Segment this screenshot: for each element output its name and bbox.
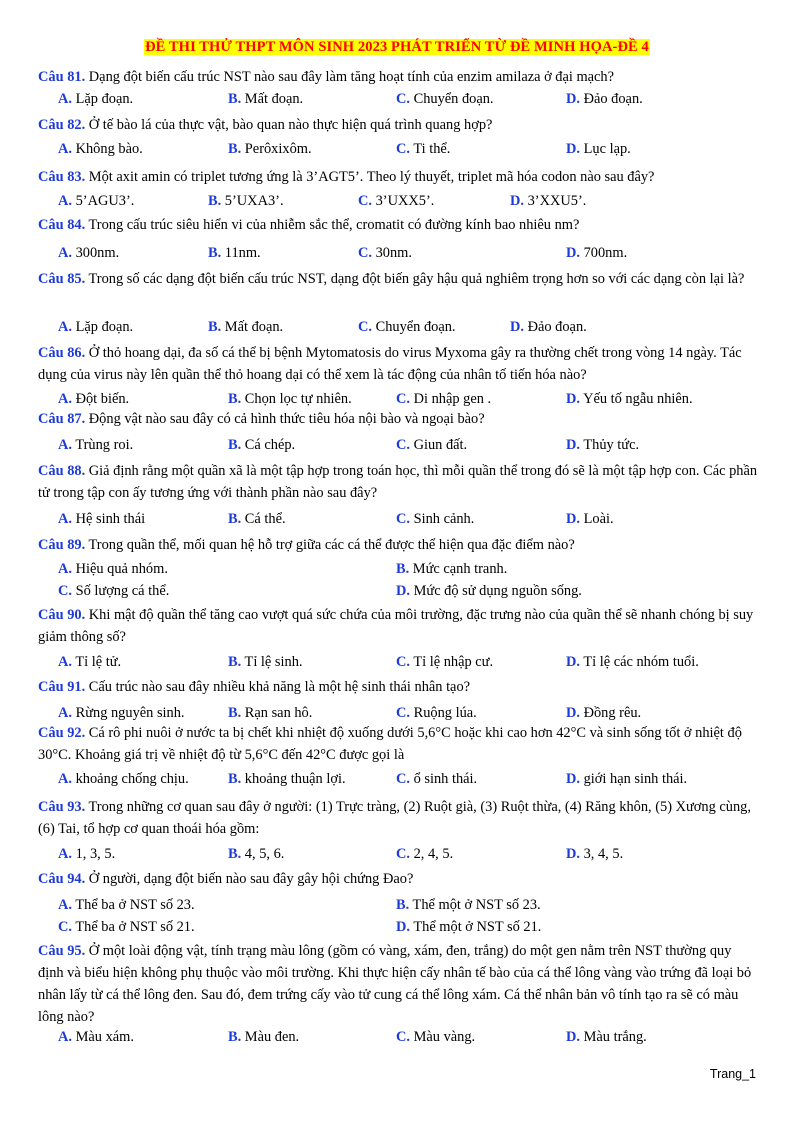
option-text: Thể ba ở NST số 21. xyxy=(72,919,195,935)
options-row xyxy=(0,843,794,865)
question-91 xyxy=(38,676,758,698)
question-text: Ở một loài động vật, tính trạng màu lông (gồm có vàng, xám, đen, trắng) do một gen nằm trên NST thường quy định và biểu hiện không phụ thuộc vào môi trường. Khi thực hiện cấy nhân tế bào của cá thể lông vàng vào trứng đã loại bỏ nhân lấy từ cá thể lông đen. Sau đó, đem trứng cấy vào tử cung cá thể lông xám. Cá thể nhân bản vô tính tạo ra sẽ có màu lông nào? xyxy=(38,943,752,1025)
page-number: Trang_1 xyxy=(709,1067,756,1081)
option-letter: D. xyxy=(396,919,410,935)
answer-option xyxy=(58,768,189,790)
answer-option xyxy=(228,702,312,724)
answer-option xyxy=(396,768,477,790)
option-letter: B. xyxy=(208,193,222,209)
answer-option xyxy=(510,190,586,212)
answer-option xyxy=(58,558,168,580)
answer-option xyxy=(396,580,582,602)
question-93 xyxy=(38,796,758,840)
question-number: Câu 90. xyxy=(38,607,86,623)
option-letter: A. xyxy=(58,1029,72,1045)
option-letter: C. xyxy=(396,654,410,670)
option-text: Lặp đoạn. xyxy=(72,319,134,335)
option-letter: C. xyxy=(396,141,410,157)
question-95 xyxy=(38,940,758,1028)
option-letter: D. xyxy=(566,771,580,787)
answer-option xyxy=(396,508,474,530)
option-text: Giun đất. xyxy=(410,437,468,453)
option-text: Mức độ sử dụng nguồn sống. xyxy=(410,583,582,599)
options-row xyxy=(0,1026,794,1048)
answer-option xyxy=(58,434,133,456)
question-86 xyxy=(38,342,758,386)
option-letter: C. xyxy=(396,511,410,527)
option-text: Đồng rêu. xyxy=(580,705,642,721)
answer-option xyxy=(228,388,352,410)
option-letter: D. xyxy=(566,846,580,862)
option-letter: D. xyxy=(566,511,580,527)
option-letter: C. xyxy=(396,771,410,787)
answer-option xyxy=(58,138,143,160)
option-letter: B. xyxy=(228,91,242,107)
option-text: 1, 3, 5. xyxy=(72,846,116,862)
option-text: Lục lạp. xyxy=(580,141,631,157)
option-letter: A. xyxy=(58,561,72,577)
option-letter: D. xyxy=(566,391,580,407)
option-text: Mất đoạn. xyxy=(221,319,284,335)
answer-option xyxy=(58,702,185,724)
answer-option xyxy=(58,651,121,673)
option-letter: D. xyxy=(510,319,524,335)
option-text: Tỉ lệ các nhóm tuổi. xyxy=(580,654,699,670)
answer-option xyxy=(396,434,467,456)
answer-option xyxy=(396,702,477,724)
question-text: Trong số các dạng đột biến cấu trúc NST, dạng đột biến gây hậu quả nghiêm trọng hơn so với các dạng còn lại là? xyxy=(85,271,745,287)
option-letter: D. xyxy=(566,705,580,721)
option-text: 11nm. xyxy=(221,245,261,261)
option-text: giới hạn sinh thái. xyxy=(580,771,688,787)
answer-option xyxy=(208,190,284,212)
question-number: Câu 85. xyxy=(38,271,86,287)
option-text: 700nm. xyxy=(580,245,628,261)
answer-option xyxy=(396,894,541,916)
answer-option xyxy=(566,88,643,110)
option-letter: A. xyxy=(58,319,72,335)
answer-option xyxy=(58,388,129,410)
option-text: Hiệu quả nhóm. xyxy=(72,561,168,577)
question-number: Câu 92. xyxy=(38,725,86,741)
answer-option xyxy=(566,138,631,160)
answer-option xyxy=(228,843,284,865)
option-letter: D. xyxy=(566,437,580,453)
answer-option xyxy=(396,138,450,160)
option-text: ổ sinh thái. xyxy=(410,771,478,787)
answer-option xyxy=(228,138,312,160)
question-text: Giả định rằng một quần xã là một tập hợp trong toán học, thì mỗi quần thể trong đó sẽ là một tập hợp con. Các phần tử trong tập con ấy tương ứng với thành phần nào sau đây? xyxy=(38,463,758,501)
option-letter: C. xyxy=(358,319,372,335)
question-number: Câu 91. xyxy=(38,679,86,695)
option-text: Lặp đoạn. xyxy=(72,91,134,107)
question-number: Câu 84. xyxy=(38,217,86,233)
question-88 xyxy=(38,460,758,504)
answer-option xyxy=(58,916,195,938)
option-letter: B. xyxy=(228,771,242,787)
option-text: Trùng roi. xyxy=(72,437,134,453)
option-text: Cá thể. xyxy=(241,511,286,527)
question-text: Ở người, dạng đột biến nào sau đây gây hội chứng Đao? xyxy=(85,871,414,887)
question-94 xyxy=(38,868,758,890)
question-text: Trong cấu trúc siêu hiển vi của nhiễm sắc thể, cromatit có đường kính bao nhiêu nm? xyxy=(85,217,580,233)
answer-option xyxy=(396,916,541,938)
option-text: Chọn lọc tự nhiên. xyxy=(241,391,352,407)
option-text: 5’UXA3’. xyxy=(221,193,284,209)
option-text: Màu trắng. xyxy=(580,1029,647,1045)
option-text: Cá chép. xyxy=(241,437,296,453)
option-letter: B. xyxy=(228,705,242,721)
answer-option xyxy=(396,88,494,110)
option-letter: C. xyxy=(58,919,72,935)
question-84 xyxy=(38,214,758,236)
option-text: 3’XXU5’. xyxy=(524,193,587,209)
question-text: Khi mật độ quần thể tăng cao vượt quá sức chứa của môi trường, đặc trưng nào của quần thể sẽ nhanh chóng bị suy giảm thông số? xyxy=(38,607,754,645)
option-text: Màu xám. xyxy=(72,1029,134,1045)
option-letter: A. xyxy=(58,846,72,862)
option-text: Loài. xyxy=(580,511,614,527)
exam-title xyxy=(0,38,794,56)
option-text: Không bào. xyxy=(72,141,143,157)
option-letter: C. xyxy=(358,245,372,261)
answer-option xyxy=(58,894,195,916)
answer-option xyxy=(396,651,493,673)
option-text: Màu đen. xyxy=(241,1029,300,1045)
option-letter: A. xyxy=(58,654,72,670)
option-text: Tỉ lệ sinh. xyxy=(241,654,303,670)
option-letter: B. xyxy=(228,511,242,527)
answer-option xyxy=(566,651,699,673)
question-number: Câu 93. xyxy=(38,799,86,815)
question-number: Câu 86. xyxy=(38,345,86,361)
question-text: Trong những cơ quan sau đây ở người: (1) Trực tràng, (2) Ruột già, (3) Ruột thừa, (4) Răng khôn, (5) Xương cùng, (6) Tai, tổ hợp cơ quan thoái hóa gồm: xyxy=(38,799,751,837)
option-text: Thể ba ở NST số 23. xyxy=(72,897,195,913)
option-letter: B. xyxy=(208,319,222,335)
option-text: Sinh cảnh. xyxy=(410,511,475,527)
answer-option xyxy=(208,242,261,264)
answer-option xyxy=(58,843,115,865)
answer-option xyxy=(566,1026,647,1048)
answer-option xyxy=(228,434,295,456)
option-text: 30nm. xyxy=(372,245,412,261)
options-row xyxy=(0,768,794,790)
question-text: Một axit amin có triplet tương ứng là 3’AGT5’. Theo lý thuyết, triplet mã hóa codon nào sau đây? xyxy=(85,169,655,185)
option-letter: C. xyxy=(396,705,410,721)
option-letter: B. xyxy=(228,141,242,157)
option-text: Đảo đoạn. xyxy=(580,91,643,107)
options-row xyxy=(0,508,794,530)
option-letter: A. xyxy=(58,141,72,157)
answer-option xyxy=(358,190,434,212)
question-83 xyxy=(38,166,758,188)
option-text: khoảng chống chịu. xyxy=(72,771,189,787)
option-text: Rừng nguyên sinh. xyxy=(72,705,185,721)
answer-option xyxy=(228,768,346,790)
answer-option xyxy=(396,1026,475,1048)
answer-option xyxy=(228,88,303,110)
answer-option xyxy=(566,508,614,530)
options-row xyxy=(0,580,794,602)
option-letter: D. xyxy=(566,1029,580,1045)
question-text: Động vật nào sau đây có cả hình thức tiêu hóa nội bào và ngoại bào? xyxy=(85,411,485,427)
question-text: Ở thỏ hoang dại, đa số cá thể bị bệnh Mytomatosis do virus Myxoma gây ra thường chết trong vòng 14 ngày. Tác dụng của virus này lên quần thể thỏ hoang dại có thể xem là tác động của nhân tố tiến hóa nào? xyxy=(38,345,742,383)
question-number: Câu 83. xyxy=(38,169,86,185)
option-text: 3’UXX5’. xyxy=(372,193,435,209)
options-row xyxy=(0,916,794,938)
option-text: Thể một ở NST số 23. xyxy=(409,897,541,913)
question-number: Câu 82. xyxy=(38,117,86,133)
option-letter: A. xyxy=(58,437,72,453)
answer-option xyxy=(396,843,453,865)
question-82 xyxy=(38,114,758,136)
answer-option xyxy=(358,242,412,264)
option-text: Số lượng cá thể. xyxy=(72,583,170,599)
question-text: Trong quần thể, mối quan hệ hỗ trợ giữa các cá thể được thể hiện qua đặc điểm nào? xyxy=(85,537,575,553)
answer-option xyxy=(58,1026,134,1048)
option-letter: C. xyxy=(396,437,410,453)
exam-title-text: ĐỀ THI THỬ THPT MÔN SINH 2023 PHÁT TRIỂN TỪ ĐỀ MINH HỌA-ĐỀ 4 xyxy=(145,39,649,55)
option-letter: C. xyxy=(58,583,72,599)
option-letter: A. xyxy=(58,193,72,209)
option-letter: C. xyxy=(396,846,410,862)
option-letter: D. xyxy=(566,654,580,670)
option-text: Rạn san hô. xyxy=(241,705,313,721)
question-number: Câu 88. xyxy=(38,463,86,479)
question-87 xyxy=(38,408,758,430)
answer-option xyxy=(566,768,687,790)
option-text: 3, 4, 5. xyxy=(580,846,624,862)
option-text: Hệ sinh thái xyxy=(72,511,146,527)
option-text: Ti thể. xyxy=(410,141,451,157)
answer-option xyxy=(58,190,134,212)
option-letter: B. xyxy=(228,654,242,670)
question-text: Cấu trúc nào sau đây nhiều khả năng là một hệ sinh thái nhân tạo? xyxy=(85,679,471,695)
question-text: Ở tế bào lá của thực vật, bào quan nào thực hiện quá trình quang hợp? xyxy=(85,117,493,133)
options-row xyxy=(0,558,794,580)
options-row xyxy=(0,316,794,338)
option-text: 5’AGU3’. xyxy=(72,193,135,209)
option-text: 4, 5, 6. xyxy=(241,846,285,862)
answer-option xyxy=(566,702,641,724)
question-number: Câu 95. xyxy=(38,943,86,959)
option-letter: A. xyxy=(58,771,72,787)
option-text: Chuyển đoạn. xyxy=(372,319,456,335)
answer-option xyxy=(566,242,627,264)
option-letter: A. xyxy=(58,391,72,407)
answer-option xyxy=(58,316,133,338)
options-row xyxy=(0,242,794,264)
answer-option xyxy=(228,508,286,530)
option-letter: B. xyxy=(228,437,242,453)
option-letter: A. xyxy=(58,705,72,721)
option-text: Tỉ lệ nhập cư. xyxy=(410,654,494,670)
options-row xyxy=(0,388,794,410)
option-letter: D. xyxy=(566,141,580,157)
option-letter: B. xyxy=(396,561,410,577)
answer-option xyxy=(58,88,133,110)
answer-option xyxy=(228,651,303,673)
question-number: Câu 87. xyxy=(38,411,86,427)
question-text: Dạng đột biến cấu trúc NST nào sau đây làm tăng hoạt tính của enzim amilaza ở đại mạch? xyxy=(85,69,615,85)
option-letter: D. xyxy=(566,245,580,261)
answer-option xyxy=(58,242,119,264)
option-text: Thủy tức. xyxy=(580,437,640,453)
question-number: Câu 89. xyxy=(38,537,86,553)
question-text: Cá rô phi nuôi ở nước ta bị chết khi nhiệt độ xuống dưới 5,6°C hoặc khi cao hơn 42°C và sinh sống tốt ở nhiệt độ 30°C. Khoảng giá trị về nhiệt độ từ 5,6°C đến 42°C được gọi là xyxy=(38,725,742,763)
question-81 xyxy=(38,66,758,88)
option-letter: A. xyxy=(58,511,72,527)
option-letter: B. xyxy=(228,1029,242,1045)
answer-option xyxy=(208,316,283,338)
option-letter: A. xyxy=(58,245,72,261)
answer-option xyxy=(566,434,639,456)
answer-option xyxy=(58,580,169,602)
options-row xyxy=(0,651,794,673)
option-text: Mất đoạn. xyxy=(241,91,304,107)
answer-option xyxy=(566,388,693,410)
option-letter: D. xyxy=(566,91,580,107)
option-letter: B. xyxy=(228,846,242,862)
option-text: Chuyển đoạn. xyxy=(410,91,494,107)
option-letter: B. xyxy=(208,245,222,261)
option-text: Mức cạnh tranh. xyxy=(409,561,508,577)
option-text: Ruộng lúa. xyxy=(410,705,477,721)
option-letter: C. xyxy=(396,391,410,407)
option-text: 300nm. xyxy=(72,245,120,261)
option-letter: C. xyxy=(396,1029,410,1045)
question-92 xyxy=(38,722,758,766)
options-row xyxy=(0,702,794,724)
options-row xyxy=(0,138,794,160)
option-letter: C. xyxy=(358,193,372,209)
option-text: Đột biến. xyxy=(72,391,130,407)
options-row xyxy=(0,434,794,456)
options-row xyxy=(0,190,794,212)
option-letter: B. xyxy=(396,897,410,913)
option-letter: D. xyxy=(396,583,410,599)
options-row xyxy=(0,88,794,110)
option-letter: B. xyxy=(228,391,242,407)
option-text: Perôxixôm. xyxy=(241,141,312,157)
answer-option xyxy=(358,316,456,338)
option-letter: A. xyxy=(58,897,72,913)
option-text: 2, 4, 5. xyxy=(410,846,454,862)
question-number: Câu 94. xyxy=(38,871,86,887)
option-text: Đảo đoạn. xyxy=(524,319,587,335)
answer-option xyxy=(510,316,587,338)
answer-option xyxy=(566,843,623,865)
option-text: Tỉ lệ tử. xyxy=(72,654,122,670)
option-letter: A. xyxy=(58,91,72,107)
option-text: Yếu tố ngẫu nhiên. xyxy=(580,391,693,407)
options-row xyxy=(0,894,794,916)
option-text: Màu vàng. xyxy=(410,1029,476,1045)
answer-option xyxy=(228,1026,299,1048)
answer-option xyxy=(58,508,145,530)
option-text: Di nhập gen . xyxy=(410,391,492,407)
question-89 xyxy=(38,534,758,556)
question-number: Câu 81. xyxy=(38,69,86,85)
option-letter: C. xyxy=(396,91,410,107)
answer-option xyxy=(396,558,507,580)
option-text: Thể một ở NST số 21. xyxy=(410,919,542,935)
question-90 xyxy=(38,604,758,648)
answer-option xyxy=(396,388,491,410)
option-text: khoảng thuận lợi. xyxy=(241,771,346,787)
question-85 xyxy=(38,268,758,290)
option-letter: D. xyxy=(510,193,524,209)
